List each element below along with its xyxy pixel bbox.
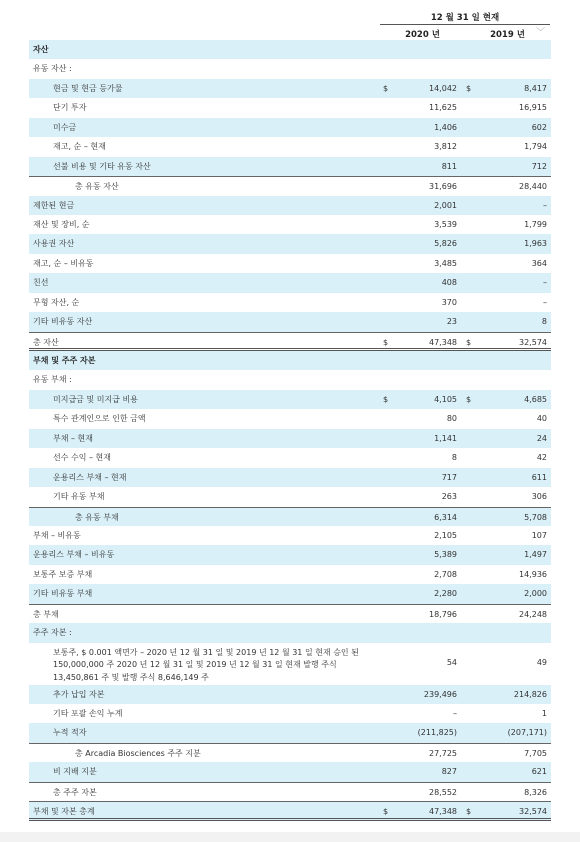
table-row: [29, 762, 551, 781]
balance-sheet-table: [29, 40, 551, 821]
row-label: 추가 납입 자본: [53, 689, 105, 699]
value-2019: 32,574: [519, 337, 547, 347]
value-2020: (211,825): [417, 728, 457, 738]
section-header-row: [29, 351, 551, 370]
row-label: 부채 및 자본 총계: [33, 807, 95, 817]
table-row: [29, 176, 551, 195]
bottom-bar: [0, 832, 580, 842]
value-2019: 32,574: [519, 807, 547, 817]
table-row: [29, 370, 551, 389]
table-row: [29, 565, 551, 584]
row-label: 운용리스 부채 – 비유동: [33, 550, 115, 560]
table-row: [29, 196, 551, 215]
value-2020: 28,552: [429, 787, 457, 797]
value-2019: –: [543, 278, 547, 288]
value-2019: –: [543, 297, 547, 307]
table-row: [29, 215, 551, 234]
value-2019: 24: [536, 433, 547, 443]
value-2020: 2,001: [434, 200, 457, 210]
row-label: 총 주주 자본: [53, 787, 97, 797]
table-row: [29, 429, 551, 448]
value-2019: 2,000: [524, 589, 547, 599]
date-header: 12 월 31 일 현재: [430, 13, 500, 23]
value-2020: 811: [441, 161, 457, 171]
row-label: 사용권 자산: [33, 239, 75, 249]
value-2019: 621: [531, 767, 547, 777]
value-2019: 8: [541, 317, 547, 327]
table-row: [29, 623, 551, 642]
row-label: 재산 및 장비, 순: [33, 219, 90, 229]
row-label: 부채 – 현재: [53, 433, 93, 443]
value-2020: 47,348: [429, 807, 457, 817]
header-rule: [380, 24, 550, 25]
value-2019: –: [543, 200, 547, 210]
value-2020: 1,141: [434, 433, 457, 443]
value-2019: 1: [541, 709, 547, 718]
table-row: [29, 293, 551, 312]
row-label: 부채 및 주주 자본: [33, 356, 96, 365]
value-2020: 5,826: [434, 239, 457, 249]
row-label: 무형 자산, 순: [33, 297, 80, 307]
value-2019: (207,171): [507, 728, 547, 738]
row-label: 총 Arcadia Biosciences 주주 지분: [75, 748, 201, 758]
row-label: 총 유동 자산: [75, 182, 119, 192]
value-2020: 5,389: [434, 550, 457, 560]
currency-2019: $: [466, 807, 472, 817]
row-label: 보통주 보증 부채: [33, 569, 93, 579]
table-row: [29, 390, 551, 409]
table-row: [29, 273, 551, 292]
value-2020: 3,812: [434, 142, 457, 152]
row-label: 친선: [33, 278, 49, 288]
currency-2019: $: [466, 394, 472, 404]
value-2019: 364: [531, 258, 547, 268]
chevron-down-icon[interactable]: ﹀: [536, 28, 546, 38]
value-2020: –: [453, 709, 457, 718]
table-row: [29, 685, 551, 704]
value-2019: 1,794: [524, 142, 547, 152]
value-2020: 6,314: [434, 512, 457, 522]
value-2019: 611: [531, 472, 547, 482]
table-row: [29, 137, 551, 156]
value-2020: 370: [441, 297, 457, 307]
value-2019: 107: [531, 530, 547, 540]
year-2020-header: 2020 년: [405, 30, 440, 40]
value-2019: 14,936: [519, 569, 547, 579]
column-header: [0, 0, 580, 40]
value-2019: 28,440: [519, 182, 547, 192]
row-label: 부채 – 비유동: [33, 530, 81, 540]
year-2019-header: 2019 년: [490, 30, 525, 40]
value-2020: 2,280: [434, 589, 457, 599]
value-2019: 306: [531, 492, 547, 502]
value-2019: 40: [536, 414, 547, 424]
table-row: [29, 79, 551, 98]
value-2020: 8: [451, 453, 457, 463]
row-label: 재고, 순 – 현재: [53, 142, 106, 152]
table-row: [29, 723, 551, 742]
value-2020: 4,105: [434, 394, 457, 404]
value-2019: 1,799: [524, 219, 547, 229]
value-2020: 31,696: [429, 182, 457, 192]
value-2020: 1,406: [434, 122, 457, 132]
value-2020: 827: [441, 767, 457, 777]
row-label: 총 부채: [33, 609, 59, 619]
row-label: 특수 관계인으로 인한 금액: [53, 414, 146, 424]
value-2019: 1,497: [524, 550, 547, 560]
value-2020: 80: [446, 414, 457, 424]
value-2019: 602: [531, 122, 547, 132]
row-label: 선수 수익 – 현재: [53, 453, 111, 463]
value-2019: 7,705: [524, 748, 547, 758]
table-row: [29, 312, 551, 331]
section-header-row: [29, 40, 551, 59]
currency-2019: $: [466, 83, 472, 93]
value-2019: 5,708: [524, 512, 547, 522]
table-row: [29, 234, 551, 253]
value-2019: 214,826: [513, 689, 547, 699]
row-label: 기타 유동 부채: [53, 492, 105, 502]
table-row: [29, 507, 551, 526]
currency-2020: $: [383, 83, 389, 93]
table-row: [29, 254, 551, 273]
row-label: 단기 투자: [53, 103, 87, 113]
row-label: 자산: [33, 45, 49, 54]
value-2019: 712: [531, 161, 547, 171]
row-label: 주주 자본 :: [33, 628, 72, 638]
table-row: [29, 545, 551, 564]
row-label: 기타 비유동 부채: [33, 589, 93, 599]
table-row: [29, 448, 551, 467]
row-label: 선불 비용 및 기타 유동 자산: [53, 161, 151, 171]
value-2020: 27,725: [429, 748, 457, 758]
row-label: 현금 및 현금 등가물: [53, 83, 123, 93]
table-row: [29, 98, 551, 117]
value-2020: 23: [446, 317, 457, 327]
row-label: 미수금: [53, 122, 77, 132]
row-label: 비 지배 지분: [53, 767, 97, 777]
row-label: 기타 비유동 자산: [33, 317, 93, 327]
table-row: [29, 526, 551, 545]
table-row: [29, 468, 551, 487]
value-2019: 8,417: [524, 83, 547, 93]
table-row: [29, 643, 551, 685]
row-label: 총 유동 부채: [75, 512, 119, 522]
table-row: [29, 157, 551, 176]
value-2019: 1,963: [524, 239, 547, 249]
value-2019: 16,915: [519, 103, 547, 113]
value-2020: 408: [441, 278, 457, 288]
row-label: 제한된 현금: [33, 200, 75, 210]
row-label: 유동 자산 :: [33, 64, 72, 74]
value-2020: 2,105: [434, 530, 457, 540]
value-2019: 24,248: [519, 609, 547, 619]
value-2020: 3,485: [434, 258, 457, 268]
value-2019: 8,326: [524, 787, 547, 797]
table-row: [29, 782, 551, 801]
value-2020: 18,796: [429, 609, 457, 619]
row-label: 재고, 순 – 비유동: [33, 258, 94, 268]
value-2020: 239,496: [423, 689, 457, 699]
value-2019: 42: [536, 453, 547, 463]
table-row: [29, 118, 551, 137]
table-row: [29, 409, 551, 428]
currency-2019: $: [466, 337, 472, 347]
table-row: [29, 59, 551, 78]
table-row: [29, 584, 551, 603]
value-2020: 14,042: [429, 83, 457, 93]
table-row: [29, 801, 551, 820]
value-2020: 2,708: [434, 569, 457, 579]
table-row: [29, 743, 551, 762]
row-label: 미지급금 및 미지급 비용: [53, 394, 138, 404]
table-row: [29, 604, 551, 623]
table-row: [29, 487, 551, 506]
value-2019: 49: [536, 657, 547, 667]
table-row: [29, 332, 551, 351]
row-label: 기타 포괄 손익 누계: [53, 709, 123, 718]
row-label: 총 자산: [33, 337, 59, 347]
currency-2020: $: [383, 807, 389, 817]
currency-2020: $: [383, 394, 389, 404]
value-2020: 47,348: [429, 337, 457, 347]
row-label: 보통주, $ 0.001 액면가 – 2020 년 12 월 31 일 및 2019 년 12 월 31 일 현재 승인 된 150,000,000 주 2020 년 12 월 31 일 및 2019 년 12 월 31 일 현재 발행 주식 13,450,861 주 및 발행 주식 8,646,149 주: [53, 647, 359, 682]
row-label: 누적 적자: [53, 728, 87, 738]
currency-2020: $: [383, 337, 389, 347]
value-2020: 717: [441, 472, 457, 482]
value-2020: 11,625: [429, 103, 457, 113]
value-2020: 263: [441, 492, 457, 502]
value-2019: 4,685: [524, 394, 547, 404]
table-row: [29, 704, 551, 723]
row-label: 유동 부채 :: [33, 375, 72, 385]
row-label: 운용리스 부채 – 현재: [53, 472, 127, 482]
value-2020: 3,539: [434, 219, 457, 229]
value-2020: 54: [446, 657, 457, 667]
